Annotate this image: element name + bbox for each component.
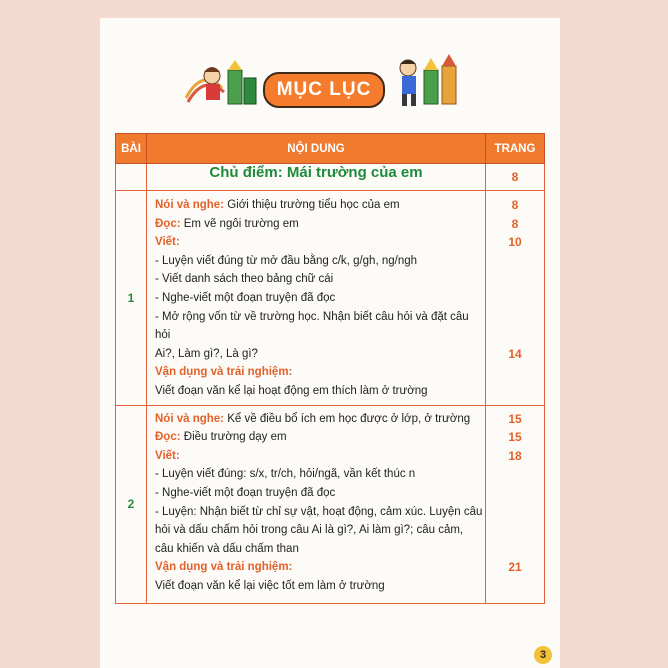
theme-page: 8 [486,164,545,191]
lesson-number: 2 [116,405,147,603]
line-text: Em vẽ ngôi trường em [180,217,299,230]
page-ref [486,484,544,503]
lesson-line [147,465,485,484]
page-ref: 18 [508,448,522,463]
lesson-line [147,577,485,596]
header-page: TRANG [486,134,545,164]
page-ref [486,577,544,596]
lesson-line [147,447,485,466]
line-text: Giới thiệu trường tiểu học của em [224,199,400,211]
toc-title: MỤC LỤC [263,72,385,108]
line-text: - Nghe-viết một đoạn truyện đã đọc [155,486,336,499]
page-ref: 8 [511,198,519,212]
page-ref: 14 [508,346,522,361]
line-heading: Vận dụng và trải nghiệm: [155,561,293,574]
page-ref: 10 [508,235,522,250]
line-heading: Đọc: [155,431,181,444]
lesson-line [147,233,485,252]
page-ref [486,289,544,308]
lesson-line [147,252,485,271]
page-ref [486,326,544,345]
lesson-line [147,215,485,234]
lesson-line [147,521,485,540]
kids-illustration-right [386,54,470,110]
lesson-line [147,308,485,345]
line-heading: Vận dụng và trải nghiệm: [155,366,293,379]
line-text: - Nghe-viết một đoạn truyện đã đọc [155,291,336,304]
lesson-line [147,484,485,503]
lesson-line [147,558,485,577]
kids-illustration-left [182,58,262,114]
page-ref [486,363,544,382]
line-text: Viết đoạn văn kể lại hoạt động em thích làm ở trường [155,384,428,397]
page-ref: 15 [508,411,522,426]
page-ref [486,308,544,327]
lesson-line [147,270,485,289]
line-text: - Viết danh sách theo bảng chữ cái [155,273,334,286]
theme-lesson-cell [116,164,147,191]
lesson-content [147,191,486,406]
lesson-row-2 [116,405,545,603]
line-text: - Luyện: Nhận biết từ chỉ sự vật, hoạt động, cảm xúc. Luyện câu [155,505,483,518]
page-ref [486,270,544,289]
page-ref [486,521,544,540]
lesson-line [147,196,485,215]
page-ref [486,252,544,271]
page-ref [486,503,544,522]
header-lesson: BÀI [116,134,147,164]
theme-title: Chủ điểm: Mái trường của em [147,164,486,191]
page-ref [486,465,544,484]
lesson-line [147,345,485,364]
line-text: - Luyện viết đúng: s/x, tr/ch, hỏi/ngã, vần kết thúc n [155,468,416,481]
line-text: - Mở rộng vốn từ về trường học. Nhận biết câu hỏi và đặt câu hỏi [155,310,469,342]
line-text: câu khiến và dấu chấm than [155,542,299,555]
lesson-line [147,382,485,401]
page-ref: 21 [508,560,522,575]
line-text: Ai?, Làm gì?, Là gì? [155,347,258,360]
line-text: Viết đoạn văn kể lại việc tốt em làm ở trường [155,579,385,592]
line-heading: Viết: [155,236,180,249]
line-heading: Viết: [155,449,180,462]
line-text: Kể về điều bổ ích em học được ở lớp, ở trường [224,412,471,425]
lesson-pages [486,405,545,603]
lesson-line [147,289,485,308]
page-ref: 15 [508,430,522,445]
line-heading: Nói và nghe: [155,199,225,211]
header-content: NỘI DUNG [147,134,486,164]
lesson-number: 1 [116,191,147,406]
table-header-row [116,134,545,164]
table-of-contents [115,133,545,604]
line-text: Điều trường dạy em [180,431,287,444]
lesson-line [147,428,485,447]
lesson-pages [486,191,545,406]
lesson-line [147,410,485,429]
line-heading: Đọc: [155,217,181,230]
lesson-content [147,405,486,603]
lesson-line [147,363,485,382]
line-text: - Luyện viết đúng từ mở đầu bằng c/k, g/gh, ng/ngh [155,254,418,267]
lesson-row-1 [116,191,545,406]
page-number: 3 [534,646,552,664]
page-ref: 8 [511,216,519,231]
lesson-line [147,503,485,522]
page-ref [486,540,544,559]
line-text: hỏi và dấu chấm hỏi trong câu Ai là gì?, Ai làm gì?; câu cảm, [155,524,464,537]
line-heading: Nói và nghe: [155,412,225,425]
theme-row [116,164,545,191]
lesson-line [147,540,485,559]
